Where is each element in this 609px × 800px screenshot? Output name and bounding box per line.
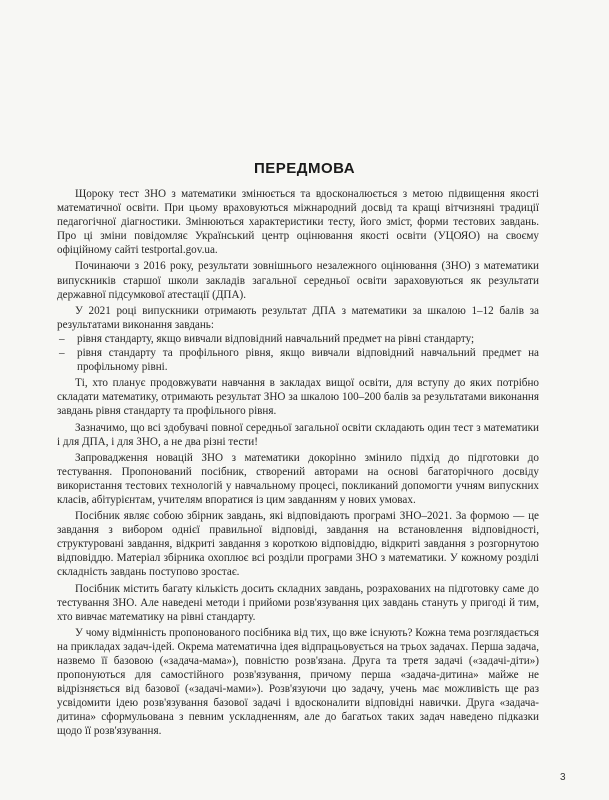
page-number: 3 bbox=[560, 772, 566, 783]
list-item-text: рівня стандарту та профільного рівня, якщо вивчали відповідний навчальний предмет на профільному рівні. bbox=[77, 347, 539, 374]
paragraph-7: Посібник являє собою збірник завдань, які відповідають програмі ЗНО–2021. За формою — це завдання з вибором однієї правильної відповіді, завдання на встановлення відповідності, структуровані завдання, відкриті завдання з короткою відповіддю, відкриті завдання з розгорнутою відповіддю. Матеріал збірника охоплює всі розділи програми ЗНО з математики. У кожному розділі складність завдань поступово зростає. bbox=[57, 510, 539, 579]
paragraph-9: У чому відмінність пропонованого посібника від тих, що вже існують? Кожна тема розглядається на прикладах задач-ідей. Окрема математична ідея відпрацьовується на трьох задачах. Перша задача, назвемо її базовою («задача-мама»), повністю розв'язана. Друга та третя задачі («задачі-діти») пропонуються для самостійного розв'язування, причому перша «задача-дитина» майже не відрізняється від базової («задачі-мами»). Розв'язуючи цю задачу, учень має можливість ще раз усвідомити ідею розв'язування базової задачі і вдосконалити відповідні навички. Друга «задача-дитина» сформульована з певним ускладненням, але до багатьох таких задач наведено підказки щодо її розв'язування. bbox=[57, 626, 539, 738]
list-item bbox=[57, 332, 539, 346]
list-item bbox=[57, 346, 539, 374]
paragraph-2: Починаючи з 2016 року, результати зовнішнього незалежного оцінювання (ЗНО) з математики випускників старшої школи закладів загальної середньої освіти зараховуються як результати державної підсумкової атестації (ДПА). bbox=[57, 260, 539, 301]
paragraph-8: Посібник містить багату кількість досить складних завдань, розрахованих на підготовку саме до тестування ЗНО. Але наведені методи і прийоми розв'язування цих завдань стануть у пригоді й тим, хто вивчає математику на рівні стандарту. bbox=[57, 582, 539, 623]
paragraph-5: Зазначимо, що всі здобувачі повної середньої загальної освіти складають один тест з математики і для ДПА, і для ЗНО, а не два різні тести! bbox=[57, 421, 539, 448]
list-item-text: рівня стандарту, якщо вивчали відповідний навчальний предмет на рівні стандарту; bbox=[77, 332, 475, 345]
paragraph-3: У 2021 році випускники отримають результат ДПА з математики за шкалою 1–12 балів за результатами виконання завдань: bbox=[57, 304, 539, 331]
paragraph-6: Запровадження новацій ЗНО з математики докорінно змінило підхід до підготовки до тестування. Пропонований посібник, створений авторами на основі багаторічного досвіду використання тестових технологій у навчальному процесі, покликаний допомогти учням випускних класів, абітурієнтам, учителям впоратися із цим завданням у нових умовах. bbox=[57, 451, 539, 506]
paragraph-1: Щороку тест ЗНО з математики змінюється та вдосконалюється з метою підвищення якості математичної освіти. При цьому враховуються міжнародний досвід та кращі вітчизняні традиції педагогічної діагностики. Змінюються характеристики тесту, його зміст, форми тестових завдань. Про ці зміни повідомляє Український центр оцінювання якості освіти (УЦОЯО) на своєму офіційному сайті testportal.gov.ua. bbox=[57, 188, 539, 257]
paragraph-4: Ті, хто планує продовжувати навчання в закладах вищої освіти, для вступу до яких потрібно складати математику, отримають результат ЗНО за шкалою 100–200 балів за результатами виконання завдань рівня стандарту та профільного рівня. bbox=[57, 377, 539, 418]
page-title: ПЕРЕДМОВА bbox=[253, 160, 356, 177]
list-dash: – bbox=[59, 332, 65, 345]
list-dash: – bbox=[59, 347, 65, 360]
level-list bbox=[57, 332, 539, 374]
body-text bbox=[57, 187, 539, 741]
